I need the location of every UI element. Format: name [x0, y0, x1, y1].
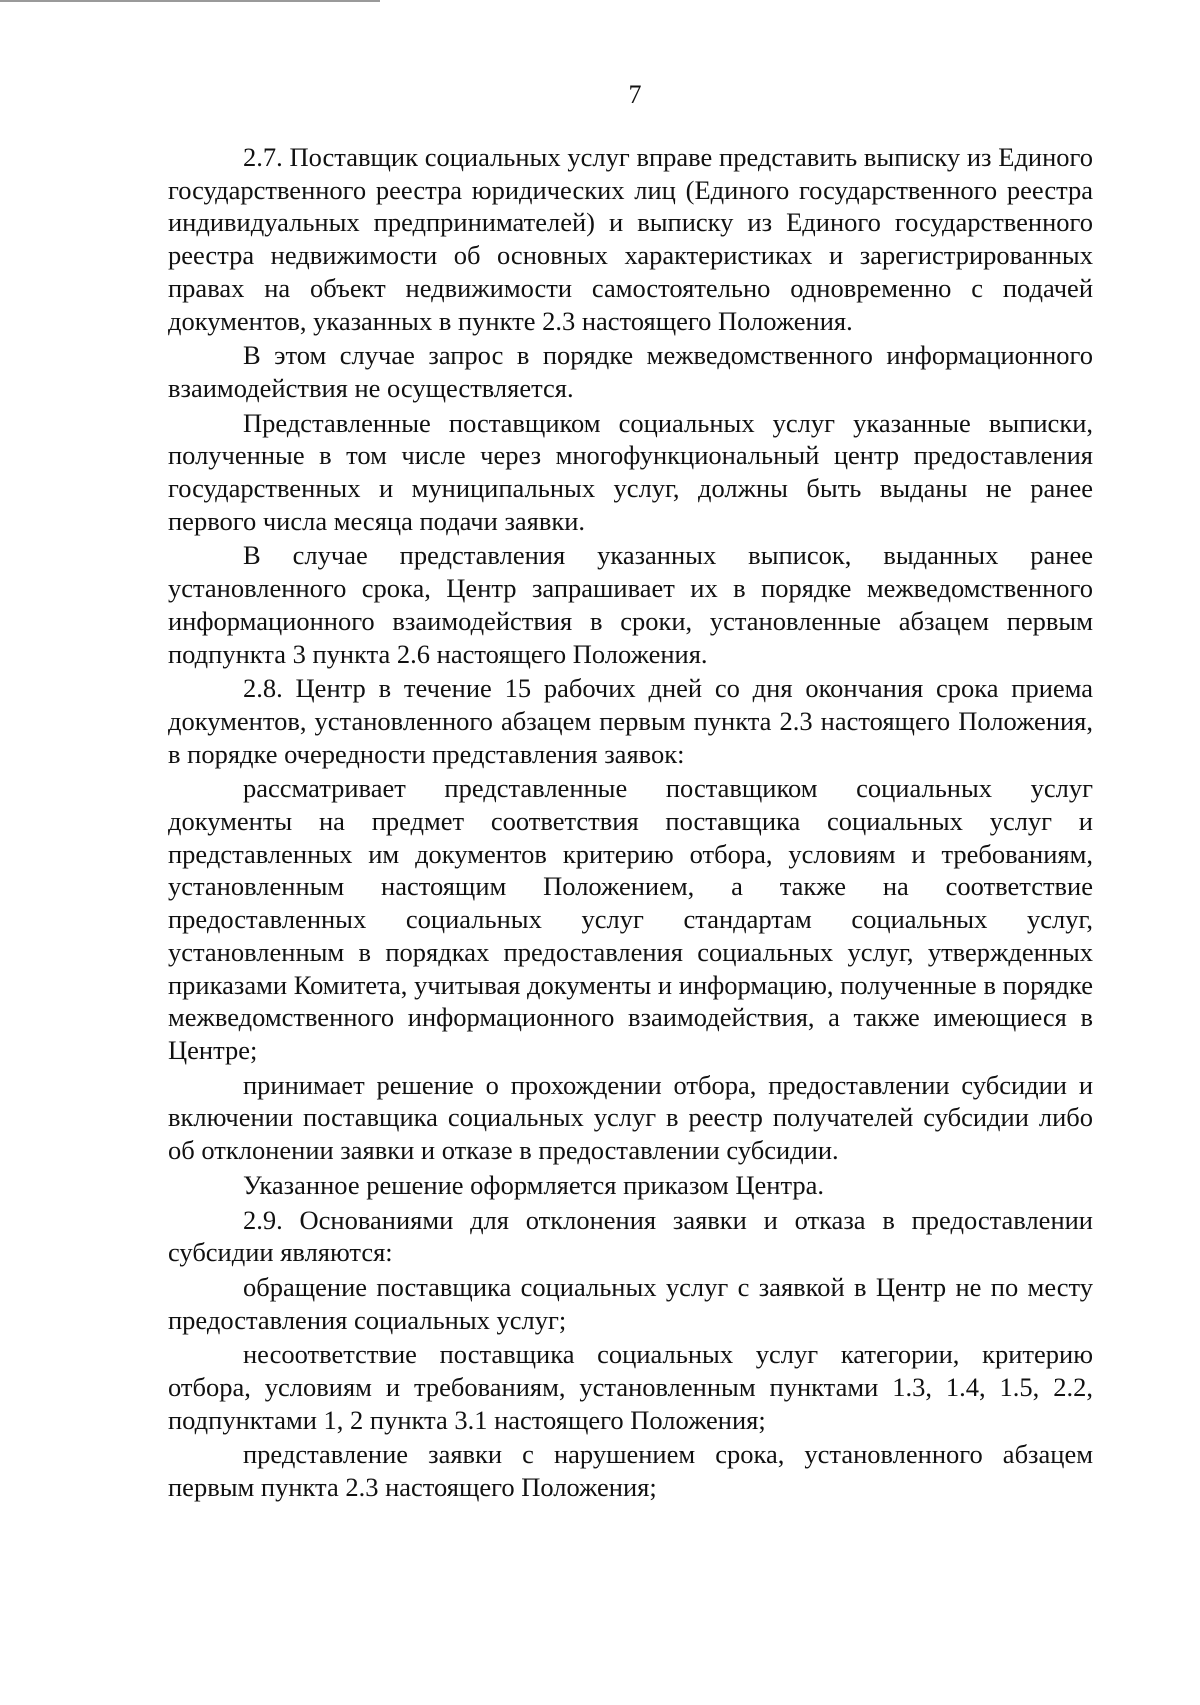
scan-edge-line: [0, 0, 380, 2]
paragraph-decision-order: Указанное решение оформляется приказом Центра.: [243, 1169, 825, 1200]
paragraph-2-8: 2.8. Центр в течение 15 рабочих дней со дня окончания срока приема документов, установленного абзацем первым пункта 2.3 настоящего Положения, в порядке очередности представления заявок:: [168, 673, 1093, 769]
paragraph-expired-extracts: В случае представления указанных выписок, выданных ранее установленного срока, Центр запрашивает их в порядке межведомственного информационного взаимодействия в сроки, установленные абзацем первым подпункта 3 пункта 2.6 настоящего Положения.: [168, 540, 1093, 669]
paragraph-no-request: В этом случае запрос в порядке межведомственного информационного взаимодействия не осуществляется.: [168, 340, 1093, 403]
paragraph-2-9: 2.9. Основаниями для отклонения заявки и отказа в предоставлении субсидии являются:: [168, 1204, 1093, 1268]
paragraph-makes-decision: принимает решение о прохождении отбора, предоставлении субсидии и включении поставщика социальных услуг в реестр получателей субсидии либо об отклонении заявки и отказе в предоставлении субсидии.: [168, 1069, 1093, 1166]
paragraph-nonconformity: несоответствие поставщика социальных услуг категории, критерию отбора, условиям и требованиям, установленным пунктами 1.3, 1.4, 1.5, 2.2, подпунктами 1, 2 пункта 3.1 настоящего Положения;: [168, 1339, 1093, 1435]
paragraph-late-submission: представление заявки с нарушением срока, установленного абзацем первым пункта 2.3 настоящего Положения;: [168, 1439, 1093, 1503]
paragraph-2-7: 2.7. Поставщик социальных услуг вправе представить выписку из Единого государственного реестра юридических лиц (Единого государственного реестра индивидуальных предпринимателей) и выписку из Единого государственного реестра недвижимости об основных характеристиках и зарегистрированных правах на объект недвижимости самостоятельно одновременно с подачей документов, указанных в пункте 2.3 настоящего Положения.: [168, 142, 1093, 336]
paragraph-extracts-validity: Представленные поставщиком социальных услуг указанные выписки, полученные в том числе через многофункциональный центр предоставления государственных и муниципальных услуг, должны быть выданы не ранее первого числа месяца подачи заявки.: [168, 407, 1093, 536]
page-number: 7: [628, 80, 642, 109]
document-body: [168, 141, 1093, 1504]
paragraph-reviews-documents: рассматривает представленные поставщиком социальных услуг документы на предмет соответствия поставщика социальных услуг и представленных им документов критерию отбора, условиям и требованиям, установленным настоящим Положением, а также на соответствие предоставленных социальных услуг стандартам социальных услуг, установленным в порядках предоставления социальных услуг, утвержденных приказами Комитета, учитывая документы и информацию, полученные в порядке межведомственного информационного взаимодействия, а также имеющиеся в Центре;: [168, 773, 1093, 1065]
paragraph-wrong-location: обращение поставщика социальных услуг с заявкой в Центр не по месту предоставления социальных услуг;: [168, 1271, 1093, 1335]
